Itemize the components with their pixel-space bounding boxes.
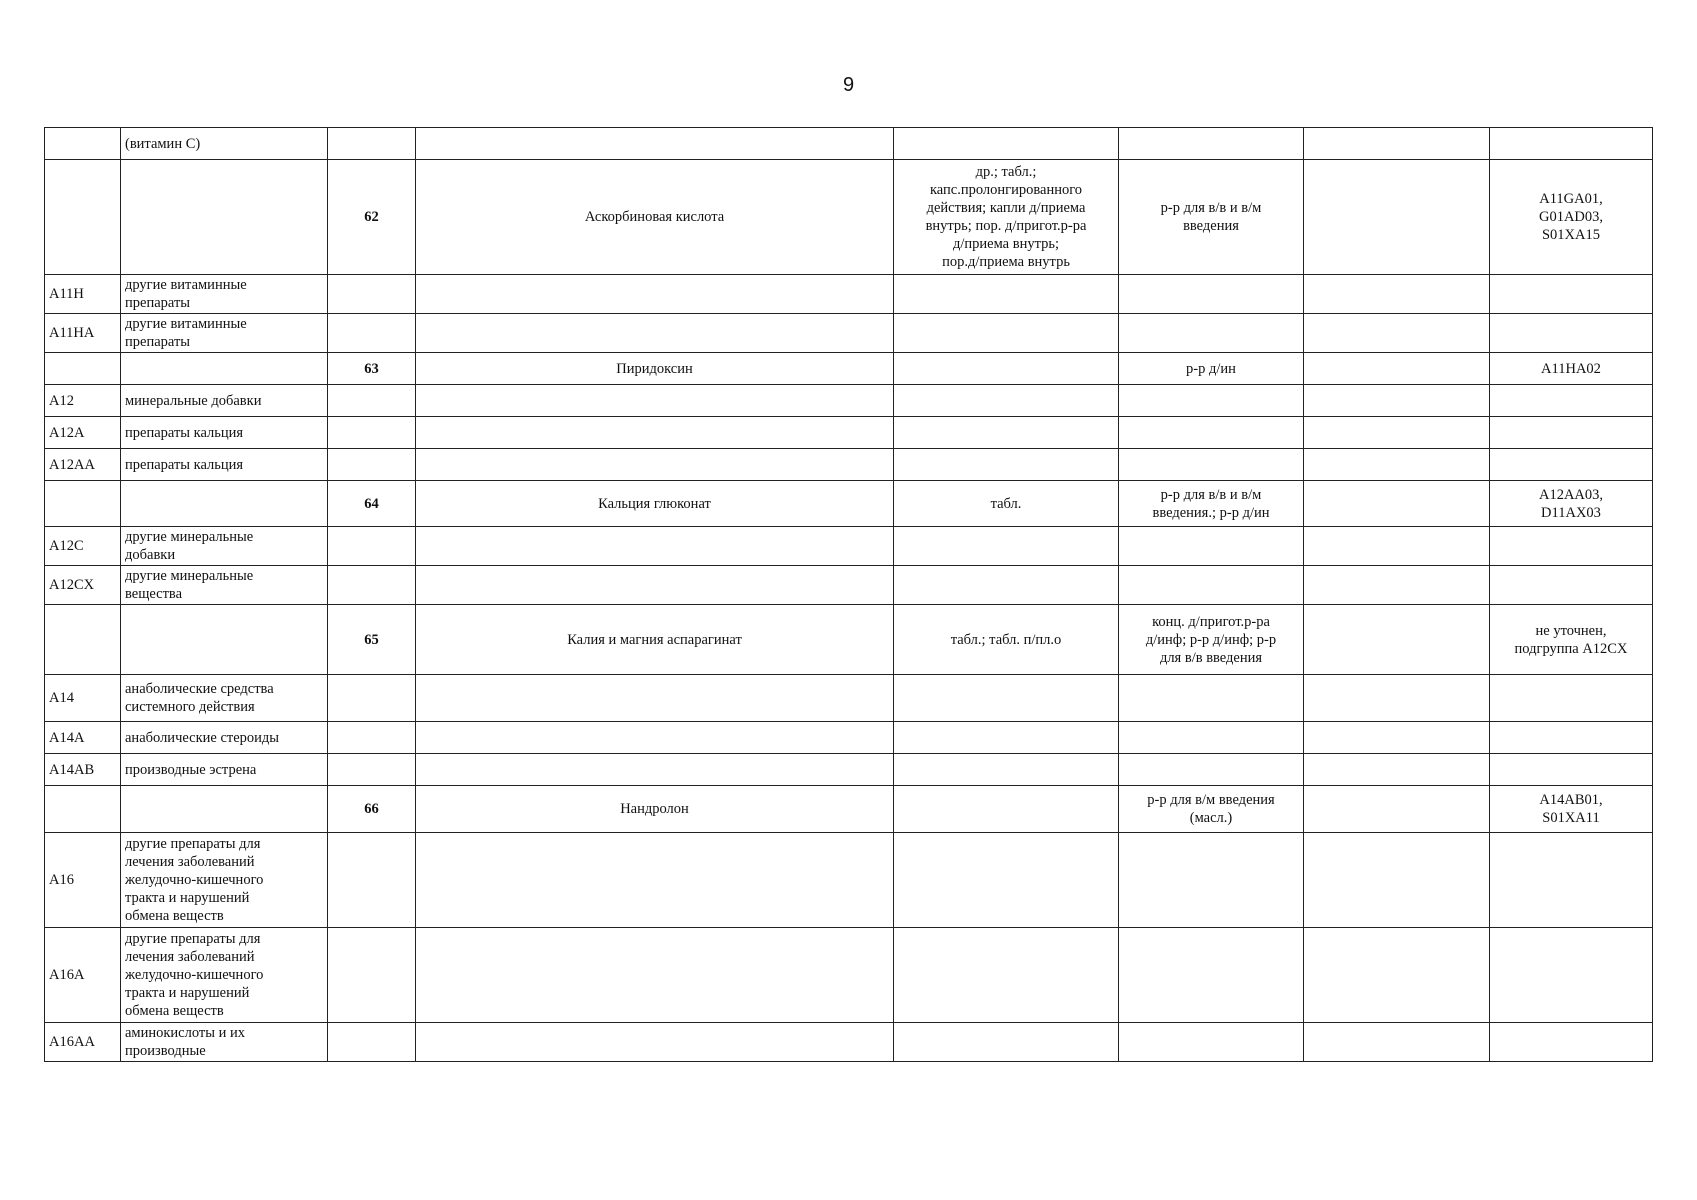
extra-cell (1304, 1023, 1490, 1062)
drug-name-cell (416, 722, 894, 754)
injection-form-cell (1119, 928, 1304, 1023)
group-name-cell: другие витаминные препараты (121, 275, 328, 314)
atc-code-cell (45, 481, 121, 527)
oral-form-cell (894, 566, 1119, 605)
injection-form-cell: конц. д/пригот.р-ра д/инф; р-р д/инф; р-р для в/в введения (1119, 605, 1304, 675)
extra-cell (1304, 449, 1490, 481)
oral-form-cell (894, 786, 1119, 833)
injection-form-cell (1119, 417, 1304, 449)
item-number-cell: 62 (328, 160, 416, 275)
group-name-cell: (витамин С) (121, 128, 328, 160)
table-row (45, 527, 1653, 566)
atc-code-cell: A12C (45, 527, 121, 566)
item-number-cell (328, 314, 416, 353)
item-number-cell (328, 722, 416, 754)
atc-reference-cell (1490, 754, 1653, 786)
injection-form-cell (1119, 722, 1304, 754)
drug-name-cell (416, 527, 894, 566)
drug-name-cell: Нандролон (416, 786, 894, 833)
atc-reference-cell (1490, 928, 1653, 1023)
atc-code-cell: A14 (45, 675, 121, 722)
atc-reference-cell (1490, 275, 1653, 314)
group-name-cell (121, 160, 328, 275)
atc-reference-cell: A14AB01, S01XA11 (1490, 786, 1653, 833)
table-row (45, 353, 1653, 385)
group-name-cell: другие витаминные препараты (121, 314, 328, 353)
group-name-cell (121, 786, 328, 833)
atc-reference-cell (1490, 527, 1653, 566)
group-name-cell: производные эстрена (121, 754, 328, 786)
oral-form-cell: др.; табл.; капс.пролонгированного действия; капли д/приема внутрь; пор. д/пригот.р-ра д/приема внутрь; пор.д/приема внутрь (894, 160, 1119, 275)
group-name-cell: аминокислоты и их производные (121, 1023, 328, 1062)
oral-form-cell (894, 722, 1119, 754)
drug-name-cell (416, 833, 894, 928)
atc-code-cell: A12AA (45, 449, 121, 481)
oral-form-cell (894, 833, 1119, 928)
oral-form-cell (894, 449, 1119, 481)
extra-cell (1304, 353, 1490, 385)
injection-form-cell: р-р для в/м введения (масл.) (1119, 786, 1304, 833)
group-name-cell: препараты кальция (121, 449, 328, 481)
drug-classification-table (44, 127, 1653, 1062)
drug-name-cell (416, 1023, 894, 1062)
injection-form-cell: р-р для в/в и в/м введения (1119, 160, 1304, 275)
item-number-cell (328, 527, 416, 566)
group-name-cell: анаболические средства системного действия (121, 675, 328, 722)
extra-cell (1304, 385, 1490, 417)
oral-form-cell (894, 275, 1119, 314)
item-number-cell: 66 (328, 786, 416, 833)
table-row (45, 675, 1653, 722)
item-number-cell (328, 417, 416, 449)
drug-name-cell (416, 417, 894, 449)
table-body (45, 128, 1653, 1062)
item-number-cell: 63 (328, 353, 416, 385)
table-row (45, 722, 1653, 754)
atc-code-cell: A14A (45, 722, 121, 754)
atc-code-cell: A12 (45, 385, 121, 417)
item-number-cell (328, 833, 416, 928)
injection-form-cell (1119, 833, 1304, 928)
oral-form-cell (894, 928, 1119, 1023)
extra-cell (1304, 605, 1490, 675)
oral-form-cell: табл.; табл. п/пл.о (894, 605, 1119, 675)
group-name-cell (121, 353, 328, 385)
drug-name-cell (416, 275, 894, 314)
atc-reference-cell: не уточнен, подгруппа A12CX (1490, 605, 1653, 675)
extra-cell (1304, 928, 1490, 1023)
group-name-cell: другие минеральные добавки (121, 527, 328, 566)
table-row (45, 833, 1653, 928)
injection-form-cell: р-р д/ин (1119, 353, 1304, 385)
item-number-cell (328, 385, 416, 417)
oral-form-cell (894, 314, 1119, 353)
atc-reference-cell (1490, 128, 1653, 160)
page-number: 9 (842, 74, 855, 96)
table-row (45, 275, 1653, 314)
drug-name-cell: Пиридоксин (416, 353, 894, 385)
atc-code-cell: A12CX (45, 566, 121, 605)
oral-form-cell: табл. (894, 481, 1119, 527)
oral-form-cell (894, 128, 1119, 160)
item-number-cell (328, 754, 416, 786)
atc-code-cell (45, 160, 121, 275)
injection-form-cell (1119, 314, 1304, 353)
atc-code-cell: A12A (45, 417, 121, 449)
atc-reference-cell (1490, 385, 1653, 417)
atc-reference-cell (1490, 1023, 1653, 1062)
drug-name-cell (416, 754, 894, 786)
item-number-cell (328, 566, 416, 605)
injection-form-cell (1119, 449, 1304, 481)
group-name-cell: анаболические стероиды (121, 722, 328, 754)
table-row (45, 786, 1653, 833)
extra-cell (1304, 527, 1490, 566)
atc-reference-cell (1490, 833, 1653, 928)
oral-form-cell (894, 527, 1119, 566)
item-number-cell (328, 1023, 416, 1062)
atc-code-cell (45, 353, 121, 385)
atc-reference-cell (1490, 566, 1653, 605)
atc-reference-cell: A11GA01, G01AD03, S01XA15 (1490, 160, 1653, 275)
extra-cell (1304, 754, 1490, 786)
injection-form-cell (1119, 128, 1304, 160)
table-row (45, 128, 1653, 160)
extra-cell (1304, 314, 1490, 353)
oral-form-cell (894, 385, 1119, 417)
atc-code-cell (45, 128, 121, 160)
atc-reference-cell (1490, 675, 1653, 722)
drug-name-cell: Кальция глюконат (416, 481, 894, 527)
table-row (45, 314, 1653, 353)
oral-form-cell (894, 754, 1119, 786)
item-number-cell (328, 675, 416, 722)
item-number-cell: 65 (328, 605, 416, 675)
atc-reference-cell: A11HA02 (1490, 353, 1653, 385)
atc-reference-cell (1490, 417, 1653, 449)
extra-cell (1304, 160, 1490, 275)
drug-name-cell: Калия и магния аспарагинат (416, 605, 894, 675)
drug-name-cell (416, 566, 894, 605)
table-row (45, 1023, 1653, 1062)
item-number-cell (328, 928, 416, 1023)
injection-form-cell: р-р для в/в и в/м введения.; р-р д/ин (1119, 481, 1304, 527)
atc-code-cell: A16 (45, 833, 121, 928)
atc-code-cell: A11H (45, 275, 121, 314)
atc-code-cell (45, 605, 121, 675)
group-name-cell (121, 481, 328, 527)
atc-reference-cell (1490, 449, 1653, 481)
drug-name-cell (416, 675, 894, 722)
table-row (45, 449, 1653, 481)
table-row (45, 566, 1653, 605)
item-number-cell: 64 (328, 481, 416, 527)
oral-form-cell (894, 1023, 1119, 1062)
extra-cell (1304, 833, 1490, 928)
atc-reference-cell: A12AA03, D11AX03 (1490, 481, 1653, 527)
oral-form-cell (894, 353, 1119, 385)
table-row (45, 481, 1653, 527)
extra-cell (1304, 128, 1490, 160)
table-row (45, 385, 1653, 417)
extra-cell (1304, 722, 1490, 754)
table-row (45, 754, 1653, 786)
table-row (45, 928, 1653, 1023)
drug-name-cell (416, 449, 894, 481)
injection-form-cell (1119, 754, 1304, 786)
oral-form-cell (894, 675, 1119, 722)
injection-form-cell (1119, 275, 1304, 314)
drug-name-cell (416, 928, 894, 1023)
table-row (45, 417, 1653, 449)
atc-code-cell: A16A (45, 928, 121, 1023)
injection-form-cell (1119, 566, 1304, 605)
injection-form-cell (1119, 675, 1304, 722)
injection-form-cell (1119, 385, 1304, 417)
group-name-cell: другие минеральные вещества (121, 566, 328, 605)
atc-code-cell: A14AB (45, 754, 121, 786)
oral-form-cell (894, 417, 1119, 449)
extra-cell (1304, 566, 1490, 605)
drug-name-cell (416, 128, 894, 160)
table-row (45, 160, 1653, 275)
group-name-cell: другие препараты для лечения заболеваний желудочно-кишечного тракта и нарушений обмена веществ (121, 833, 328, 928)
drug-name-cell: Аскорбиновая кислота (416, 160, 894, 275)
atc-reference-cell (1490, 722, 1653, 754)
extra-cell (1304, 675, 1490, 722)
drug-name-cell (416, 314, 894, 353)
atc-code-cell (45, 786, 121, 833)
extra-cell (1304, 481, 1490, 527)
item-number-cell (328, 128, 416, 160)
atc-code-cell: A16AA (45, 1023, 121, 1062)
item-number-cell (328, 449, 416, 481)
extra-cell (1304, 275, 1490, 314)
atc-code-cell: A11HA (45, 314, 121, 353)
group-name-cell: минеральные добавки (121, 385, 328, 417)
atc-reference-cell (1490, 314, 1653, 353)
group-name-cell (121, 605, 328, 675)
group-name-cell: препараты кальция (121, 417, 328, 449)
injection-form-cell (1119, 1023, 1304, 1062)
group-name-cell: другие препараты для лечения заболеваний желудочно-кишечного тракта и нарушений обмена веществ (121, 928, 328, 1023)
table-row (45, 605, 1653, 675)
extra-cell (1304, 417, 1490, 449)
item-number-cell (328, 275, 416, 314)
injection-form-cell (1119, 527, 1304, 566)
extra-cell (1304, 786, 1490, 833)
drug-name-cell (416, 385, 894, 417)
